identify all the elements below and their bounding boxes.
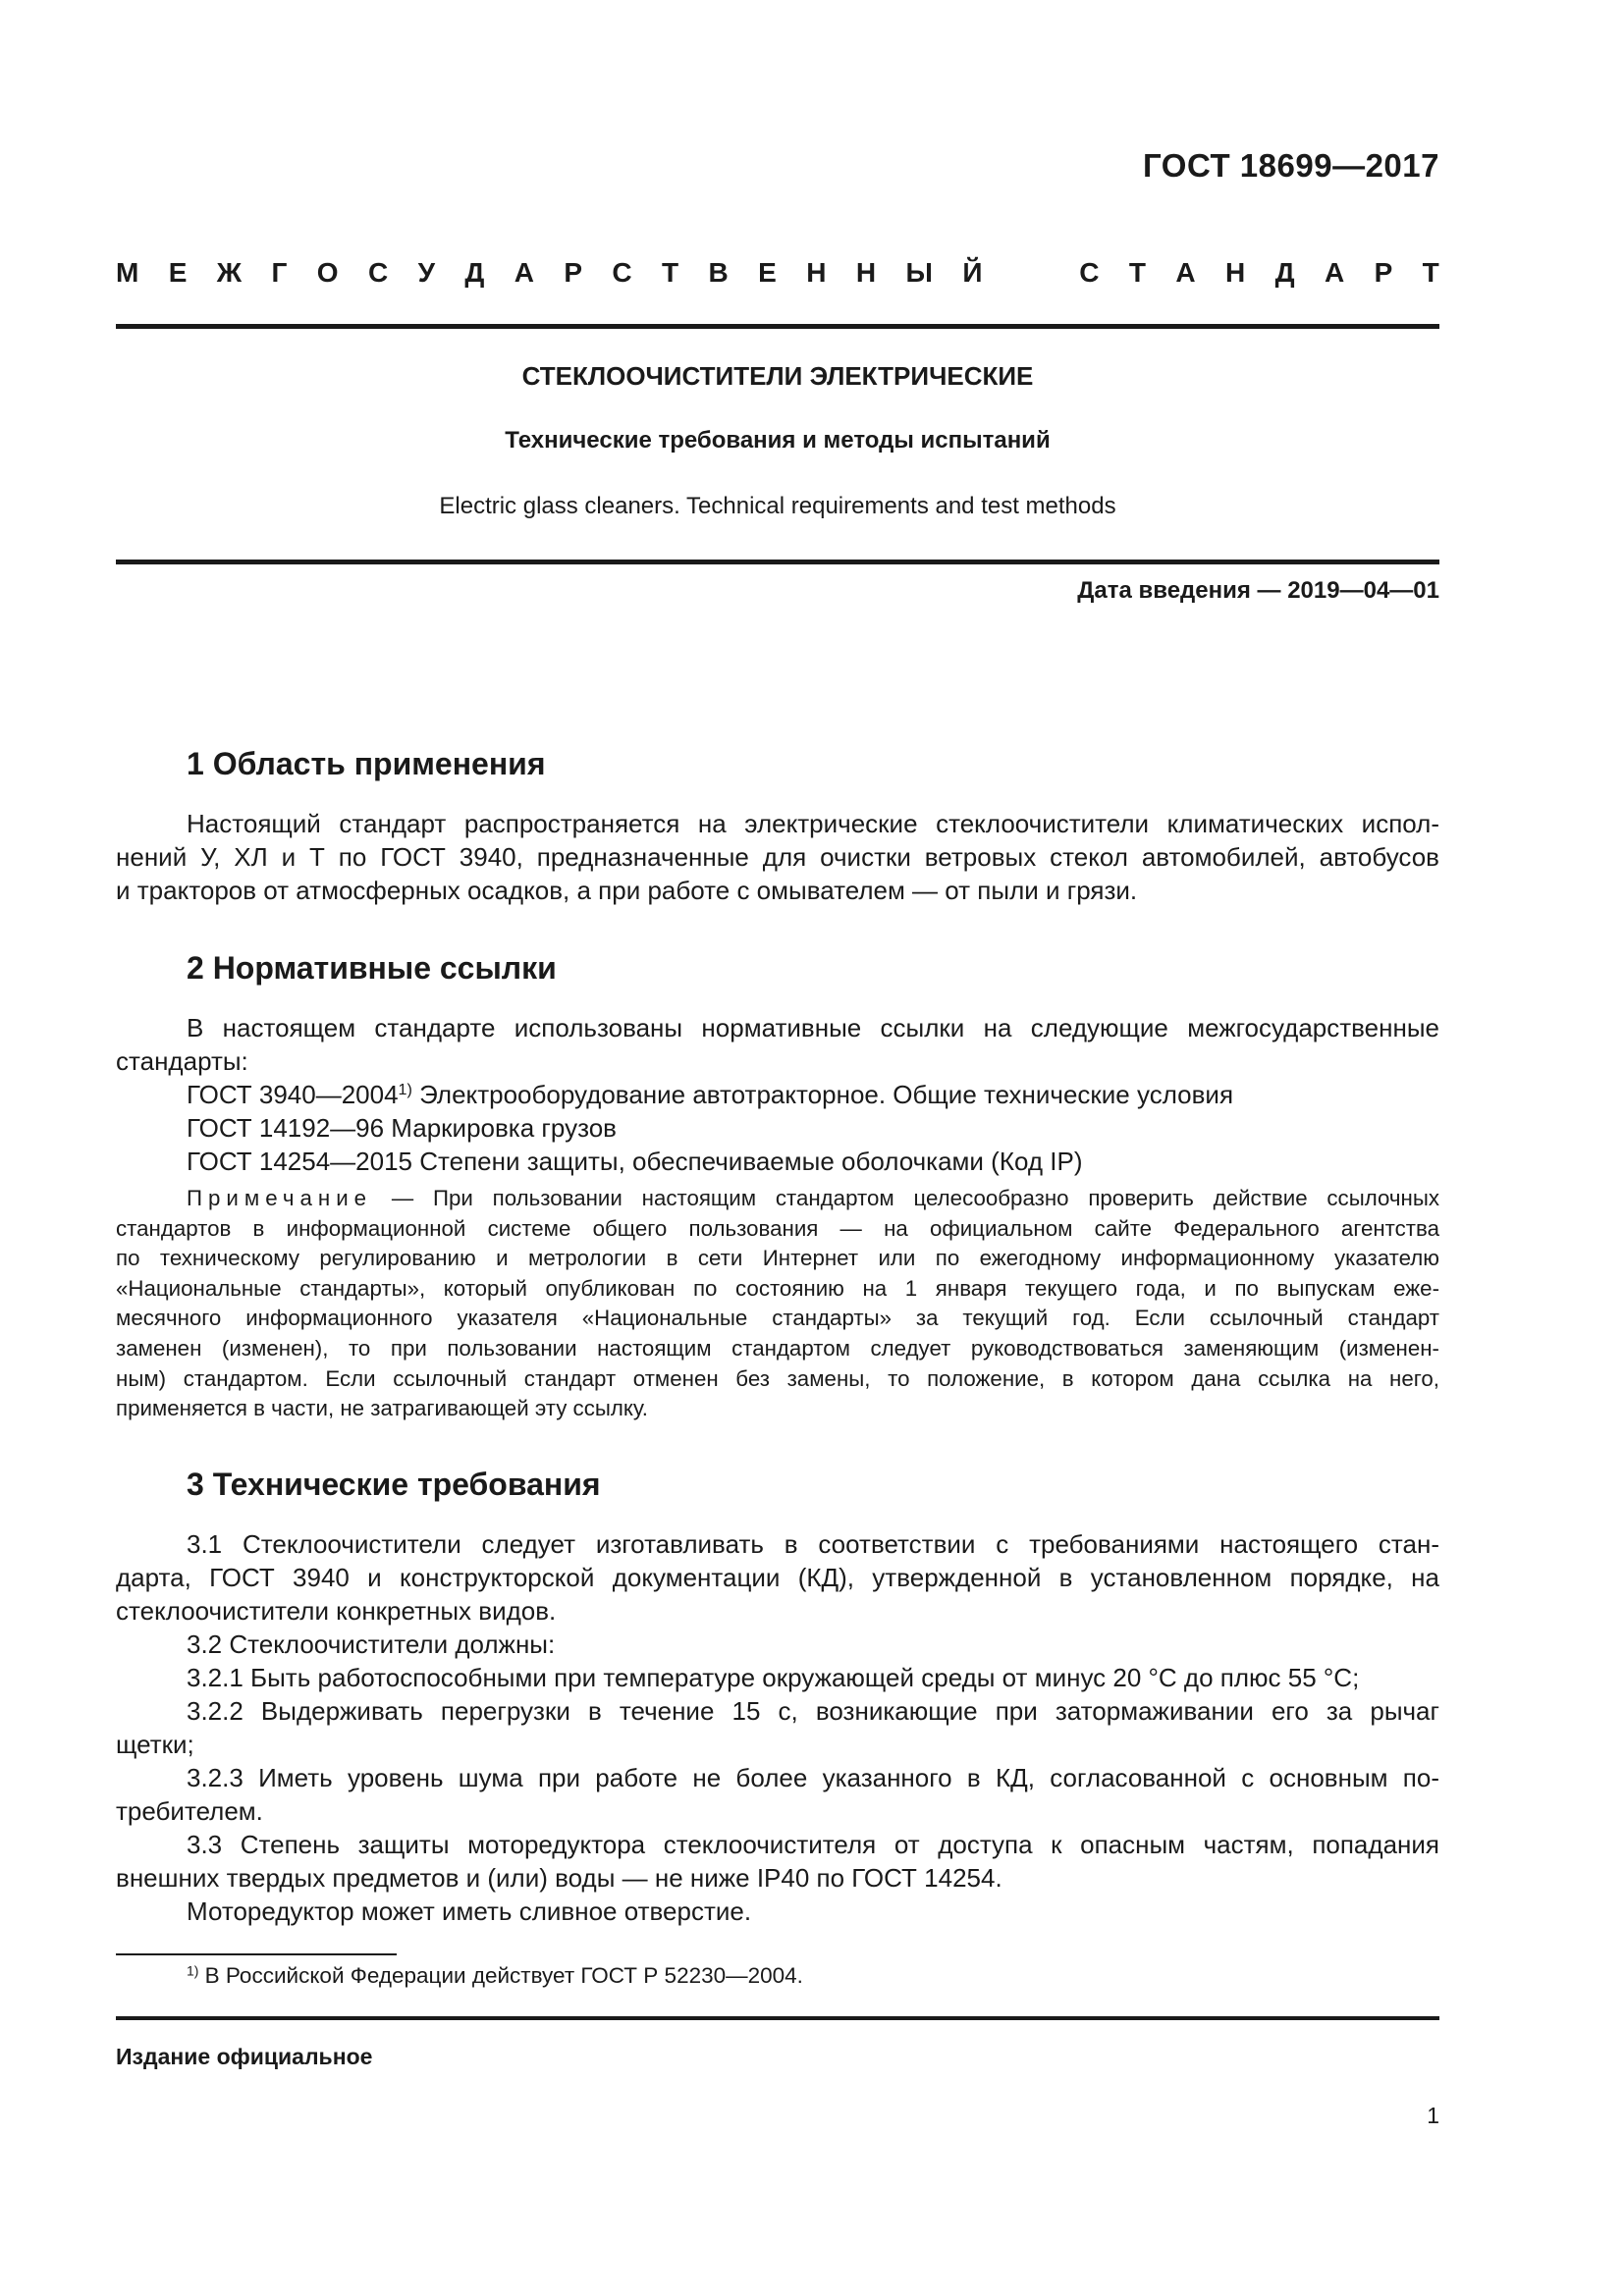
banner-letter: Р	[564, 257, 583, 288]
note-block	[116, 1184, 1439, 1424]
text-line: щетки;	[116, 1730, 194, 1759]
note-line: по техническому регулированию и метрологии в сети Интернет или по ежегодному информационному указателю	[116, 1246, 1439, 1271]
interstate-standard-banner	[116, 257, 1439, 289]
official-edition-label: Издание официальное	[116, 2044, 373, 2069]
text-line: нений У, ХЛ и Т по ГОСТ 3940, предназначенные для очистки ветровых стекол автомобилей, автобусов	[116, 842, 1439, 872]
introduction-date: Дата введения — 2019—04—01	[1077, 577, 1439, 604]
footnote-marker: 1)	[398, 1081, 412, 1099]
document-number: ГОСТ 18699—2017	[1143, 147, 1439, 184]
banner-letter: Ж	[216, 257, 243, 288]
banner-letter: Д	[1274, 257, 1295, 288]
section-3-body	[116, 1527, 1439, 1928]
note-line: стандартов в информационной системе общего пользования — на официальном сайте Федерального агентства	[116, 1215, 1439, 1241]
banner-letter: А	[1175, 257, 1196, 288]
text-line: внешних твердых предметов и (или) воды — не ниже IP40 по ГОСТ 14254.	[116, 1863, 1002, 1893]
header-divider	[116, 324, 1439, 329]
section-1-body	[116, 807, 1439, 907]
text-line: 3.3 Степень защиты моторедуктора стеклоочистителя от доступа к опасным частям, попадания	[187, 1830, 1439, 1859]
banner-letter: Д	[464, 257, 485, 288]
note-line: «Национальные стандарты», который опубликован по состоянию на 1 января текущего года, и по выпускам еже-	[116, 1275, 1439, 1301]
text-line: Настоящий стандарт распространяется на электрические стеклоочистители климатических испол-	[187, 809, 1439, 838]
banner-letter: С	[1079, 257, 1100, 288]
banner-word-gap	[1012, 257, 1050, 289]
banner-letter: Е	[758, 257, 777, 288]
text-line: 3.2.1 Быть работоспособными при температуре окружающей среды от минус 20 °С до плюс 55 °С;	[187, 1663, 1360, 1692]
reference-code: ГОСТ 3940—2004	[187, 1080, 399, 1109]
banner-letter: С	[612, 257, 632, 288]
note-line: заменен (изменен), то при пользовании настоящим стандартом следует руководствоваться заменяющим (изменен-	[116, 1335, 1439, 1361]
banner-letter: Н	[806, 257, 827, 288]
banner-letter: Т	[1128, 257, 1146, 288]
footnote-marker: 1)	[187, 1962, 199, 1979]
section-3-heading: 3 Технические требования	[187, 1467, 601, 1502]
text-line: стандарты:	[116, 1046, 248, 1076]
banner-letter: Н	[1224, 257, 1246, 288]
standard-subtitle: Технические требования и методы испытаний	[505, 427, 1051, 454]
note-text: — При пользовании настоящим стандартом целесообразно проверить действие ссылочных	[372, 1186, 1439, 1210]
text-line: требителем.	[116, 1796, 263, 1826]
banner-letter: М	[116, 257, 139, 288]
text-line: 3.2.3 Иметь уровень шума при работе не более указанного в КД, согласованной с основным по-	[187, 1763, 1439, 1792]
banner-letter: А	[1324, 257, 1345, 288]
text-line: и тракторов от атмосферных осадков, а при работе с омывателем — от пыли и грязи.	[116, 876, 1138, 905]
banner-letter: Й	[962, 257, 983, 288]
text-line: дарта, ГОСТ 3940 и конструкторской документации (КД), утвержденной в установленном порядке, на	[116, 1563, 1439, 1592]
note-line: применяется в части, не затрагивающей эту ссылку.	[116, 1396, 648, 1421]
reference-title: Электрооборудование автотракторное. Общие технические условия	[411, 1080, 1234, 1109]
reference-gost-14254: ГОСТ 14254—2015 Степени защиты, обеспечиваемые оболочками (Код IP)	[187, 1147, 1083, 1176]
banner-letter: Т	[662, 257, 679, 288]
banner-letter: Н	[855, 257, 877, 288]
footnote	[187, 1963, 803, 1989]
text-line: 3.2.2 Выдерживать перегрузки в течение 15 с, возникающие при затормаживании его за рычаг	[187, 1696, 1439, 1726]
title-divider	[116, 560, 1439, 564]
banner-letter: А	[514, 257, 534, 288]
text-line: 3.1 Стеклоочистители следует изготавливать в соответствии с требованиями настоящего стан-	[187, 1529, 1439, 1559]
text-line: 3.2 Стеклоочистители должны:	[187, 1629, 556, 1659]
note-line: ным) стандартом. Если ссылочный стандарт отменен без замены, то положение, в котором дана ссылка на него,	[116, 1365, 1439, 1391]
footer-divider	[116, 2016, 1439, 2020]
banner-letter: Т	[1422, 257, 1439, 288]
reference-gost-14192: ГОСТ 14192—96 Маркировка грузов	[187, 1113, 617, 1143]
footnote-divider	[116, 1953, 397, 1955]
banner-letter: Ы	[905, 257, 933, 288]
section-1-heading: 1 Область применения	[187, 746, 546, 781]
note-label: Примечание	[187, 1186, 373, 1210]
text-line: стеклоочистители конкретных видов.	[116, 1596, 557, 1626]
banner-letter: С	[367, 257, 389, 288]
page-number: 1	[1427, 2103, 1439, 2128]
section-2-heading: 2 Нормативные ссылки	[187, 950, 557, 986]
reference-gost-3940	[116, 1078, 1439, 1111]
banner-letter: У	[417, 257, 435, 288]
text-line: Моторедуктор может иметь сливное отверстие.	[187, 1896, 752, 1926]
footnote-text: В Российской Федерации действует ГОСТ Р 52230—2004.	[198, 1963, 803, 1988]
note-first-line	[116, 1184, 1439, 1214]
note-line: месячного информационного указателя «Национальные стандарты» за текущий год. Если ссылочный стандарт	[116, 1306, 1439, 1331]
banner-letter: Р	[1374, 257, 1393, 288]
banner-letter: Е	[168, 257, 188, 288]
text-line: В настоящем стандарте использованы нормативные ссылки на следующие межгосударственные	[187, 1013, 1439, 1042]
banner-letter: Г	[271, 257, 288, 288]
banner-letter: В	[708, 257, 729, 288]
standard-title: СТЕКЛООЧИСТИТЕЛИ ЭЛЕКТРИЧЕСКИЕ	[521, 361, 1034, 391]
english-title: Electric glass cleaners. Technical requirements and test methods	[439, 493, 1116, 519]
section-2-body	[116, 1011, 1439, 1178]
banner-letter: О	[316, 257, 339, 288]
